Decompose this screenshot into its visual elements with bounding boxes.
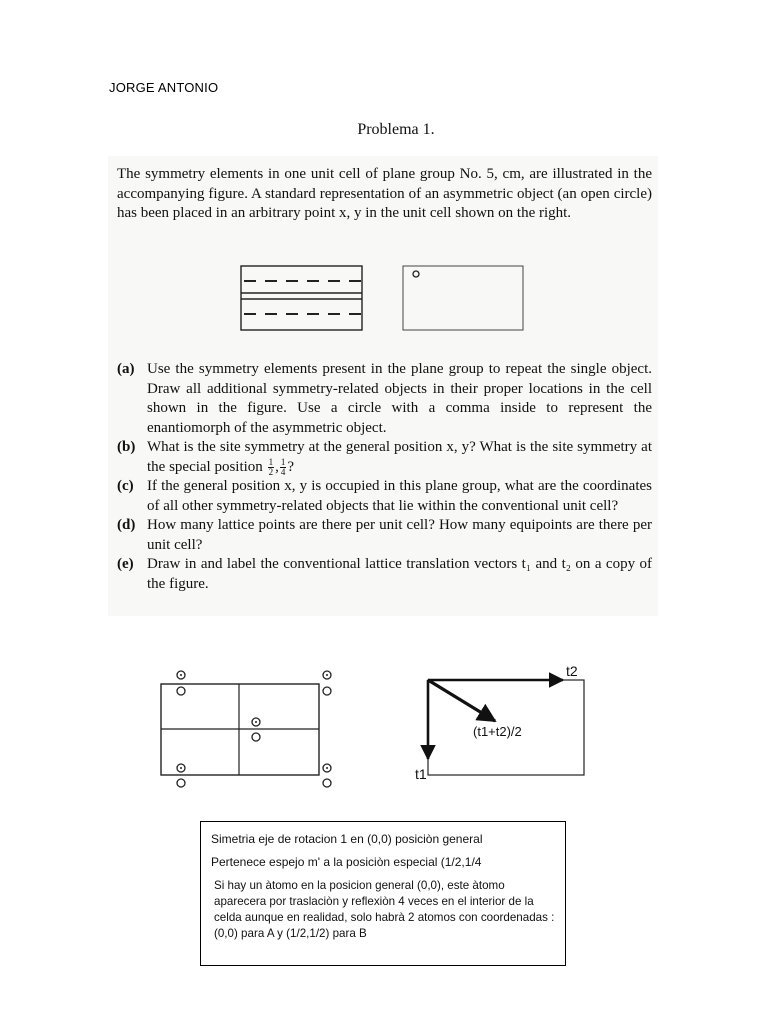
answer-paragraph: Si hay un àtomo en la posicion general (0,0), este àtomo aparecera por traslaciòn y reflexiòn 4 veces en el interior de la celda aunque en realidad, solo habrà 2 atomos con coordenadas : (0,0) para A y (1/2,1/2) para B — [214, 879, 555, 940]
t1-label: t1 — [415, 766, 427, 782]
question-c — [117, 477, 652, 516]
object-circle — [252, 733, 260, 741]
fraction-x: $\frac{1}{2}$ — [268, 456, 274, 477]
t2-label: t2 — [566, 663, 578, 679]
question-text: How many lattice points are there per unit cell? How many equipoints are there per unit cell? — [147, 517, 652, 553]
cell-outline — [403, 266, 523, 330]
diagonal-vector — [428, 680, 495, 721]
question-text: What is the site symmetry at the general position x, y? What is the site symmetry at the special position — [147, 439, 652, 475]
question-text: If the general position x, y is occupied in this plane group, what are the coordinates of all other symmetry-related objects that lie within the conventional unit cell? — [147, 478, 652, 514]
question-label: (a) — [117, 361, 135, 377]
answer-line: Pertenece espejo m' a la posiciòn especial (1/2,1/4 — [211, 855, 482, 869]
object-circle — [323, 779, 331, 787]
question-d — [117, 516, 652, 555]
question-e — [117, 555, 652, 594]
asymmetric-object — [413, 271, 419, 277]
diagonal-label: (t1+t2)/2 — [473, 724, 522, 739]
object-circle — [177, 687, 185, 695]
cell-outline — [241, 266, 362, 330]
object-circle — [323, 687, 331, 695]
object-circle — [177, 779, 185, 787]
answer-cell-figure — [160, 665, 345, 795]
question-list — [117, 360, 652, 594]
symmetry-elements-figure — [238, 262, 366, 334]
unit-cell-figure — [400, 262, 526, 334]
question-label: (d) — [117, 517, 136, 533]
answer-line: Simetria eje de rotacion 1 en (0,0) posiciòn general — [211, 832, 483, 846]
fraction-y: $\frac{1}{4}$ — [280, 456, 286, 477]
problem-statement: The symmetry elements in one unit cell of plane group No. 5, cm, are illustrated in the accompanying figure. A standard representation of an asymmetric object (an open circle) has been placed in an arbitrary point x, y in the unit cell shown on the right. — [117, 166, 652, 221]
question-b: (b) What is the site symmetry at the general position x, y? What is the site symmetry at the special position $\frac{1}{2}$ , $\frac{1}{4}$ ? — [117, 439, 652, 477]
answer-box — [200, 821, 566, 966]
question-text: Draw in and label the conventional lattice translation vectors t₁ and t₂ on a copy of the figure. — [147, 556, 652, 592]
question-text: Use the symmetry elements present in the plane group to repeat the single object. Draw all additional symmetry-related objects in their proper locations in the cell shown in the figure. Use a circle with a comma inside to represent the enantiomorph of the asymmetric object. — [147, 361, 652, 436]
problem-title: Problema 1. — [357, 121, 435, 138]
question-label: (e) — [117, 556, 134, 572]
author-name: JORGE ANTONIO — [109, 80, 219, 95]
question-label: (c) — [117, 478, 134, 494]
question-label: (b) — [117, 439, 136, 455]
lattice-vector-figure — [405, 655, 595, 795]
question-a — [117, 360, 652, 438]
